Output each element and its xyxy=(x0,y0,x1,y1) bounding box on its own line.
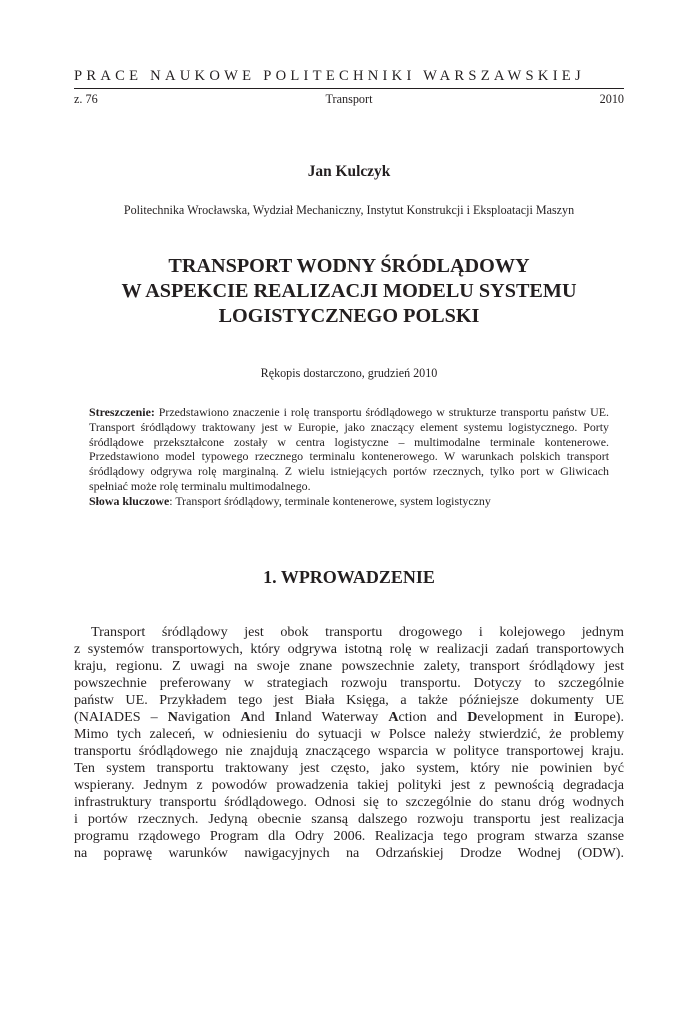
body-segment: urope). xyxy=(583,709,624,725)
author-name: Jan Kulczyk xyxy=(307,163,391,180)
body-line: transportu śródlądowego nie znajdują znaczącego wsparcia w polityce transportowej kraju. xyxy=(74,743,624,759)
title-line: TRANSPORT WODNY ŚRÓDLĄDOWY xyxy=(168,255,530,277)
header-rule xyxy=(74,88,624,89)
abstract-paragraph xyxy=(89,405,609,494)
keywords-label: Słowa kluczowe xyxy=(89,493,170,508)
publication-year: 2010 xyxy=(599,92,624,106)
body-segment: avigation xyxy=(177,709,241,725)
body-segment: nd xyxy=(250,709,275,725)
acronym-letter: A xyxy=(240,709,251,725)
title-line: LOGISTYCZNEGO POLSKI xyxy=(218,305,480,327)
body-line: państw UE. Przykładem tego jest Biała Księga, a także późniejsze dokumenty UE xyxy=(74,692,624,708)
body-line xyxy=(74,709,624,726)
acronym-letter: A xyxy=(388,709,399,725)
abstract-label: Streszczenie: xyxy=(89,405,155,419)
abstract xyxy=(89,405,609,509)
body-line: infrastruktury transportu śródlądowego. Odnosi się to szczególnie do stanu dróg wodnych xyxy=(74,794,624,810)
acronym-letter: I xyxy=(274,709,281,725)
body-text xyxy=(74,624,624,862)
acronym-letter: N xyxy=(167,709,178,725)
journal-series: Transport xyxy=(325,92,373,106)
received-date: Rękopis dostarczono, grudzień 2010 xyxy=(260,366,438,380)
keywords-text: : Transport śródlądowy, terminale kontenerowe, system logistyczny xyxy=(169,493,491,508)
section-heading: 1. WPROWADZENIE xyxy=(263,567,435,587)
body-line: Mimo tych zaleceń, w odniesieniu do sytuacji w Polsce należy stwierdzić, że problemy xyxy=(74,726,624,742)
title-line: W ASPEKCIE REALIZACJI MODELU SYSTEMU xyxy=(121,280,577,302)
acronym-letter: D xyxy=(467,709,478,725)
body-line: na poprawę warunków nawigacyjnych na Odrzańskiej Drodze Wodnej (ODW). xyxy=(74,845,624,861)
abstract-text: Przedstawiono znaczenie i rolę transportu śródlądowego w strukturze transportu państw UE. Transport śródlądowy traktowany jest w Europie, jako znaczący element systemu logistycznego. Porty śródlądowe przekształcone zostały w centra logistyczne – multimodalne terminale kontenerowe. Przedstawiono model typowego rzecznego terminalu kontenerowego. W warunkach polskich transport śródlądowy odgrywa rolę marginalną. Z wielu istniejących portów rzecznych, tylko port w Gliwicach spełniać może rolę terminalu multimodalnego. xyxy=(89,405,609,493)
body-segment: evelopment in xyxy=(477,709,575,725)
body-line: programu rządowego Program dla Odry 2006. Realizacja tego program stwarza szanse xyxy=(74,828,624,844)
body-line: Ten system transportu traktowany jest często, jako system, który nie powinien być xyxy=(74,760,624,776)
body-line: Transport śródlądowy jest obok transportu drogowego i kolejowego jednym xyxy=(91,624,624,640)
body-segment: (NAIADES – xyxy=(74,709,168,725)
body-segment: ction and xyxy=(398,709,468,725)
paper-title xyxy=(74,254,624,329)
body-line: i portów rzecznych. Jedyną obecnie szansą dalszego rozwoju transportu jest realizacja xyxy=(74,811,624,827)
issue-number: z. 76 xyxy=(74,92,98,106)
body-line: z systemów transportowych, który odgrywa istotną rolę w realizacji zadań transportowych xyxy=(74,641,624,657)
body-line: powszechnie preferowany w strategiach rozwoju transportu. Dotyczy to szczególnie xyxy=(74,675,624,691)
acronym-letter: E xyxy=(574,709,584,725)
journal-title: PRACE NAUKOWE POLITECHNIKI WARSZAWSKIEJ xyxy=(74,68,585,84)
author-affiliation: Politechnika Wrocławska, Wydział Mechaniczny, Instytut Konstrukcji i Eksploatacji Maszyn xyxy=(123,203,575,217)
body-line: wspierany. Jednym z powodów prowadzenia takiej polityki jest z pewnością degradacja xyxy=(74,777,624,793)
body-segment: nland Waterway xyxy=(280,709,389,725)
keywords-paragraph xyxy=(89,494,609,509)
body-line: kraju, regionu. Z uwagi na swoje znane powszechnie zalety, transport śródlądowy jest xyxy=(74,658,624,674)
